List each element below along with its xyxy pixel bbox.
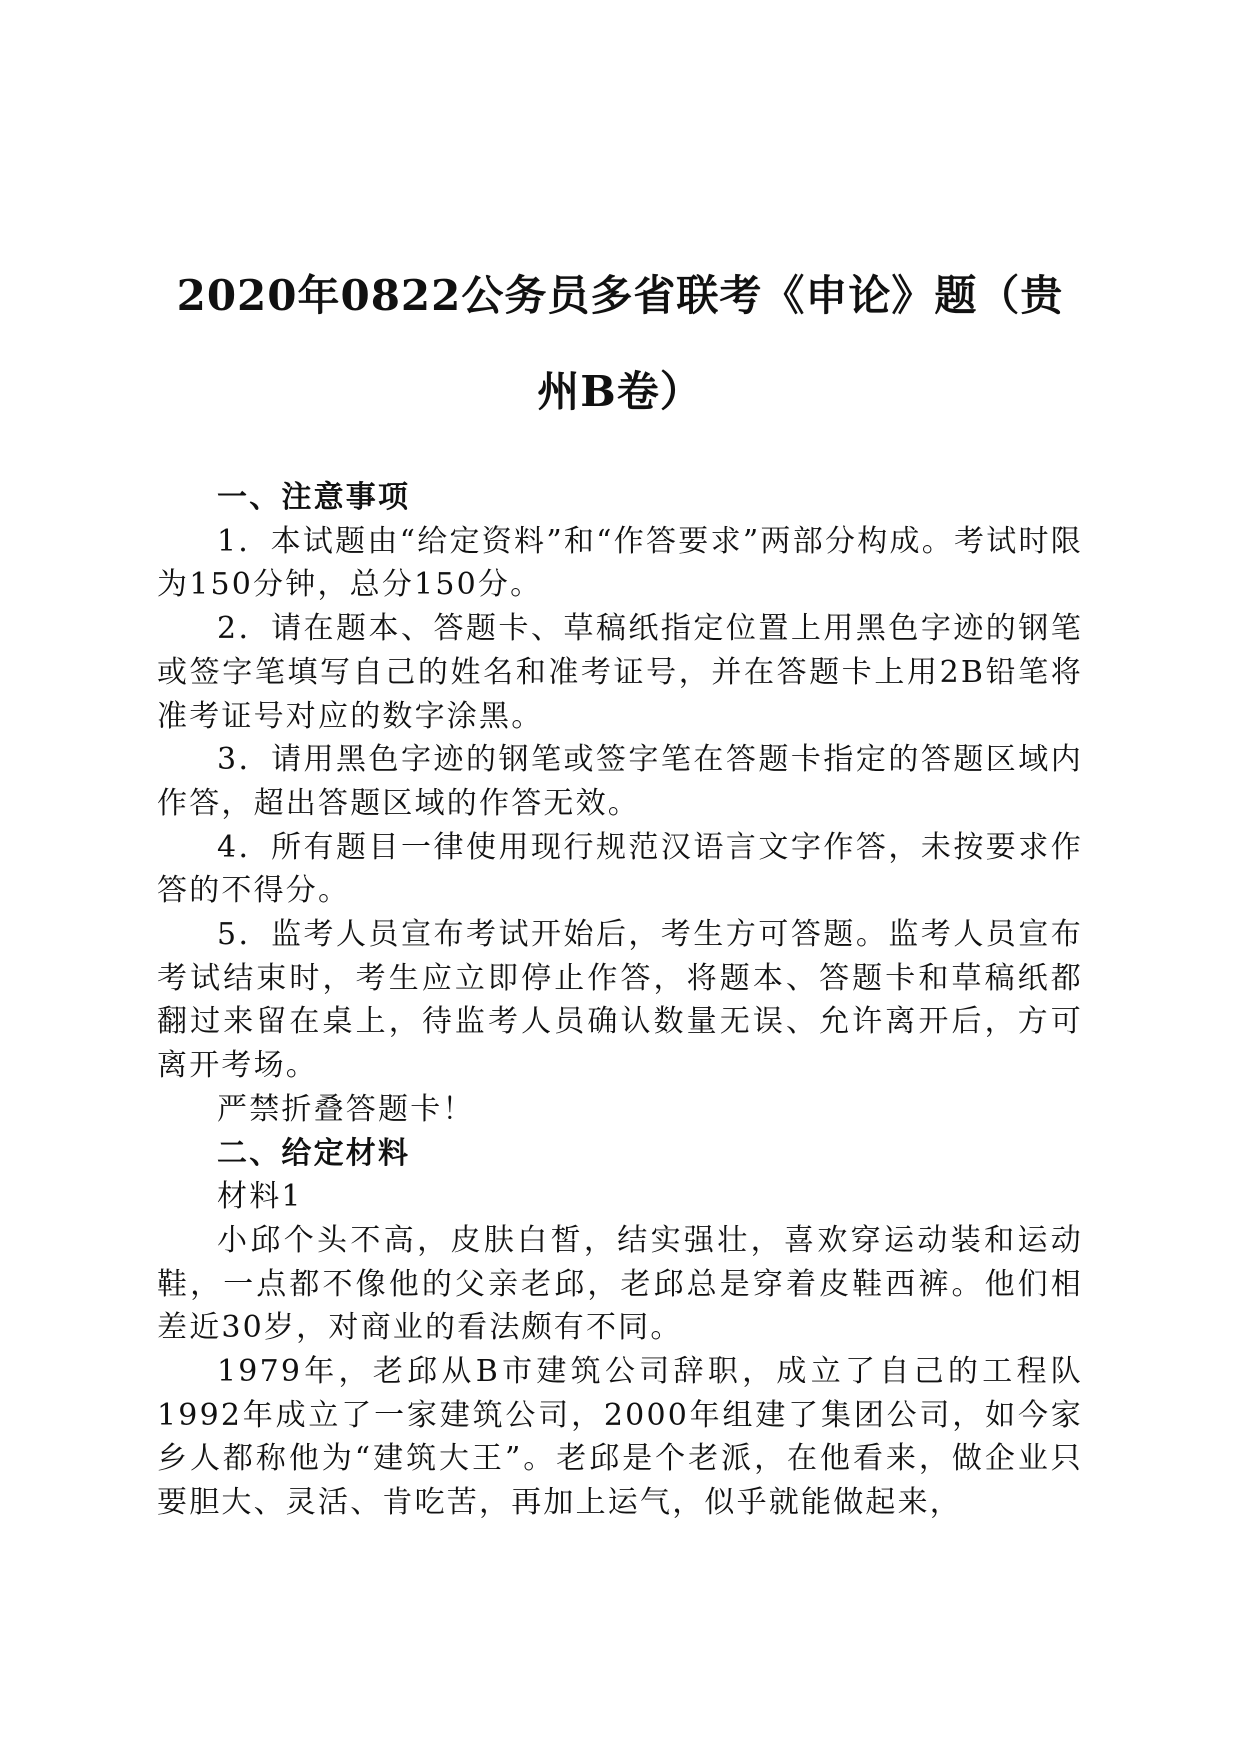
- document-body: [157, 476, 1083, 1525]
- note-item-1: 1．本试题由“给定资料”和“作答要求”两部分构成。考试时限为150分钟，总分150分。: [157, 523, 1083, 603]
- material-paragraph-2: 1979年，老邱从B市建筑公司辞职，成立了自己的工程队1992年成立了一家建筑公司，2000年组建了集团公司，如今家乡人都称他为“建筑大王”。老邱是个老派，在他看来，做企业只要胆大、灵活、肯吃苦，再加上运气，似乎就能做起来，: [157, 1354, 1083, 1521]
- section-heading-materials: 二、给定材料: [217, 1135, 411, 1171]
- warning-text: 严禁折叠答题卡！: [217, 1091, 475, 1127]
- note-item-2: 2．请在题本、答题卡、草稿纸指定位置上用黑色字迹的钢笔或签字笔填写自己的姓名和准考证号，并在答题卡上用2B铅笔将准考证号对应的数字涂黑。: [157, 611, 1083, 734]
- note-item-4: 4．所有题目一律使用现行规范汉语言文字作答，未按要求作答的不得分。: [157, 829, 1083, 909]
- material-paragraph-1: 小邱个头不高，皮肤白皙，结实强壮，喜欢穿运动装和运动鞋，一点都不像他的父亲老邱，老邱总是穿着皮鞋西裤。他们相差近30岁，对商业的看法颇有不同。: [157, 1222, 1083, 1346]
- material-label: 材料1: [217, 1179, 303, 1215]
- section-heading-notes: 一、注意事项: [217, 480, 411, 515]
- document-title: 2020年0822公务员多省联考《申论》题（贵州B卷）: [176, 271, 1064, 416]
- note-item-5: 5．监考人员宣布考试开始后，考生方可答题。监考人员宣布考试结束时，考生应立即停止作答，将题本、答题卡和草稿纸都翻过来留在桌上，待监考人员确认数量无误、允许离开后，方可离开考场。: [157, 917, 1083, 1084]
- note-item-3: 3．请用黑色字迹的钢笔或签字笔在答题卡指定的答题区域内作答，超出答题区域的作答无效。: [157, 742, 1083, 821]
